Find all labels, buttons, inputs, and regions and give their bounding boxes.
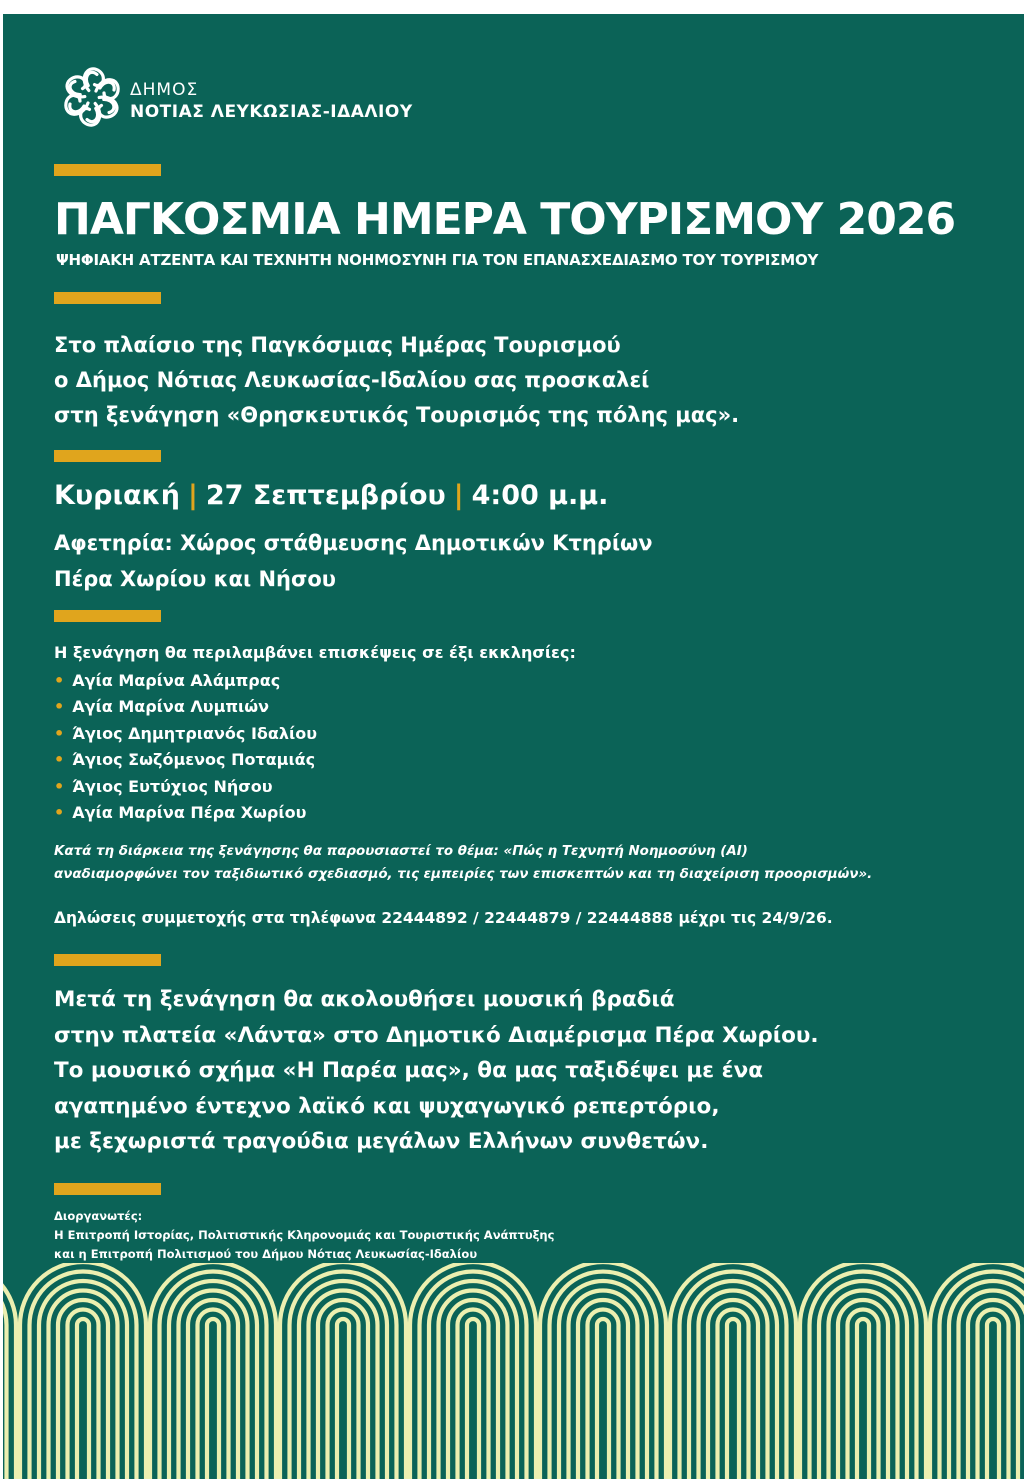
page-title: ΠΑΓΚΟΣΜΙΑ ΗΜΕΡΑ ΤΟΥΡΙΣΜΟΥ 2026 (54, 194, 956, 245)
list-item (54, 800, 317, 826)
event-datetime (54, 480, 608, 511)
start-line: Πέρα Χωρίου και Νήσου (54, 567, 336, 591)
topic-text (54, 840, 872, 886)
striped-wave-pattern (3, 1263, 1024, 1479)
organizers-label: Διοργανωτές: (54, 1209, 143, 1223)
music-evening-text (54, 982, 819, 1160)
music-line: Το μουσικό σχήμα «Η Παρέα μας», θα μας ταξιδέψει με ένα (54, 1058, 764, 1083)
church-name: Αγία Μαρίνα Αλάμπρας (72, 671, 281, 690)
event-time: 4:00 μ.μ. (471, 480, 609, 511)
start-line: Αφετηρία: Χώρος στάθμευσης Δημοτικών Κτηρίων (54, 531, 653, 555)
topic-line: αναδιαμορφώνει τον ταξιδιωτικό σχεδιασμό, τις εμπειρίες των επισκεπτών και τη διαχείριση προορισμών». (54, 867, 873, 882)
list-item (54, 694, 317, 720)
divider (54, 450, 161, 462)
churches-intro: Η ξενάγηση θα περιλαμβάνει επισκέψεις σε έξι εκκλησίες: (54, 643, 576, 662)
separator: | (187, 480, 198, 511)
list-item (54, 668, 317, 694)
bullet-icon: • (54, 671, 65, 690)
music-line: με ξεχωριστά τραγούδια μεγάλων Ελλήνων συνθετών. (54, 1129, 709, 1154)
organizers-line: και η Επιτροπή Πολιτισμού του Δήμου Νότιας Λευκωσίας-Ιδαλίου (54, 1247, 478, 1261)
logo-municipality-name: ΝΟΤΙΑΣ ΛΕΥΚΩΣΙΑΣ-ΙΔΑΛΙΟΥ (130, 102, 413, 122)
organizers-line: Η Επιτροπή Ιστορίας, Πολιτιστικής Κληρονομιάς και Τουριστικής Ανάπτυξης (54, 1228, 555, 1242)
registrations-text: Δηλώσεις συμμετοχής στα τηλέφωνα 22444892 / 22444879 / 22444888 μέχρι τις 24/9/26. (54, 909, 833, 927)
bullet-icon: • (54, 750, 65, 770)
page-subtitle: ΨΗΦΙΑΚΗ ΑΤΖΕΝΤΑ ΚΑΙ ΤΕΧΝΗΤΗ ΝΟΗΜΟΣΥΝΗ ΓΙΑ ΤΟΝ ΕΠΑΝΑΣΧΕΔΙΑΣΜΟ ΤΟΥ ΤΟΥΡΙΣΜΟΥ (56, 251, 819, 269)
church-list (54, 668, 317, 826)
intro-line: ο Δήμος Νότιας Λευκωσίας-Ιδαλίου σας προσκαλεί (54, 368, 650, 392)
separator: | (453, 480, 464, 511)
divider (54, 1183, 161, 1195)
intro-line: στη ξενάγηση «Θρησκευτικός Τουρισμός της πόλης μας». (54, 403, 740, 427)
intro-text (54, 328, 739, 433)
list-item (54, 721, 317, 747)
church-name: Αγία Μαρίνα Πέρα Χωρίου (72, 802, 307, 822)
music-line: αγαπημένο έντεχνο λαϊκό και ψυχαγωγικό ρεπερτόριο, (54, 1093, 720, 1119)
bullet-icon: • (54, 776, 65, 796)
bullet-icon: • (54, 723, 65, 743)
wave-stripe (3, 1319, 1024, 1479)
bullet-icon: • (54, 697, 65, 717)
event-start-point (54, 525, 653, 597)
list-item (54, 774, 317, 800)
music-line: Μετά τη ξενάγηση θα ακολουθήσει μουσική βραδιά (54, 987, 675, 1012)
event-date: 27 Σεπτεμβρίου (205, 480, 446, 511)
divider (54, 164, 161, 176)
church-name: Άγιος Σωζόμενος Ποταμιάς (72, 750, 316, 770)
spiral-flower-icon (57, 62, 127, 132)
topic-line: Κατά τη διάρκεια της ξενάγησης θα παρουσιαστεί το θέμα: «Πώς η Τεχνητή Νοημοσύνη (AI) (54, 844, 748, 859)
logo-municipality-label: ΔΗΜΟΣ (130, 80, 199, 100)
music-line: στην πλατεία «Λάντα» στο Δημοτικό Διαμέρισμα Πέρα Χωρίου. (54, 1022, 819, 1048)
list-item (54, 747, 317, 773)
bullet-icon: • (54, 802, 65, 822)
divider (54, 610, 161, 622)
divider (54, 292, 161, 304)
intro-line: Στο πλαίσιο της Παγκόσμιας Ημέρας Τουρισμού (54, 333, 621, 357)
event-day: Κυριακή (54, 480, 180, 511)
church-name: Άγιος Ευτύχιος Νήσου (72, 776, 273, 796)
poster (3, 14, 1024, 1479)
church-name: Άγιος Δημητριανός Ιδαλίου (72, 723, 318, 743)
organizers (54, 1207, 554, 1264)
divider (54, 954, 161, 966)
church-name: Αγία Μαρίνα Λυμπιών (72, 697, 270, 717)
